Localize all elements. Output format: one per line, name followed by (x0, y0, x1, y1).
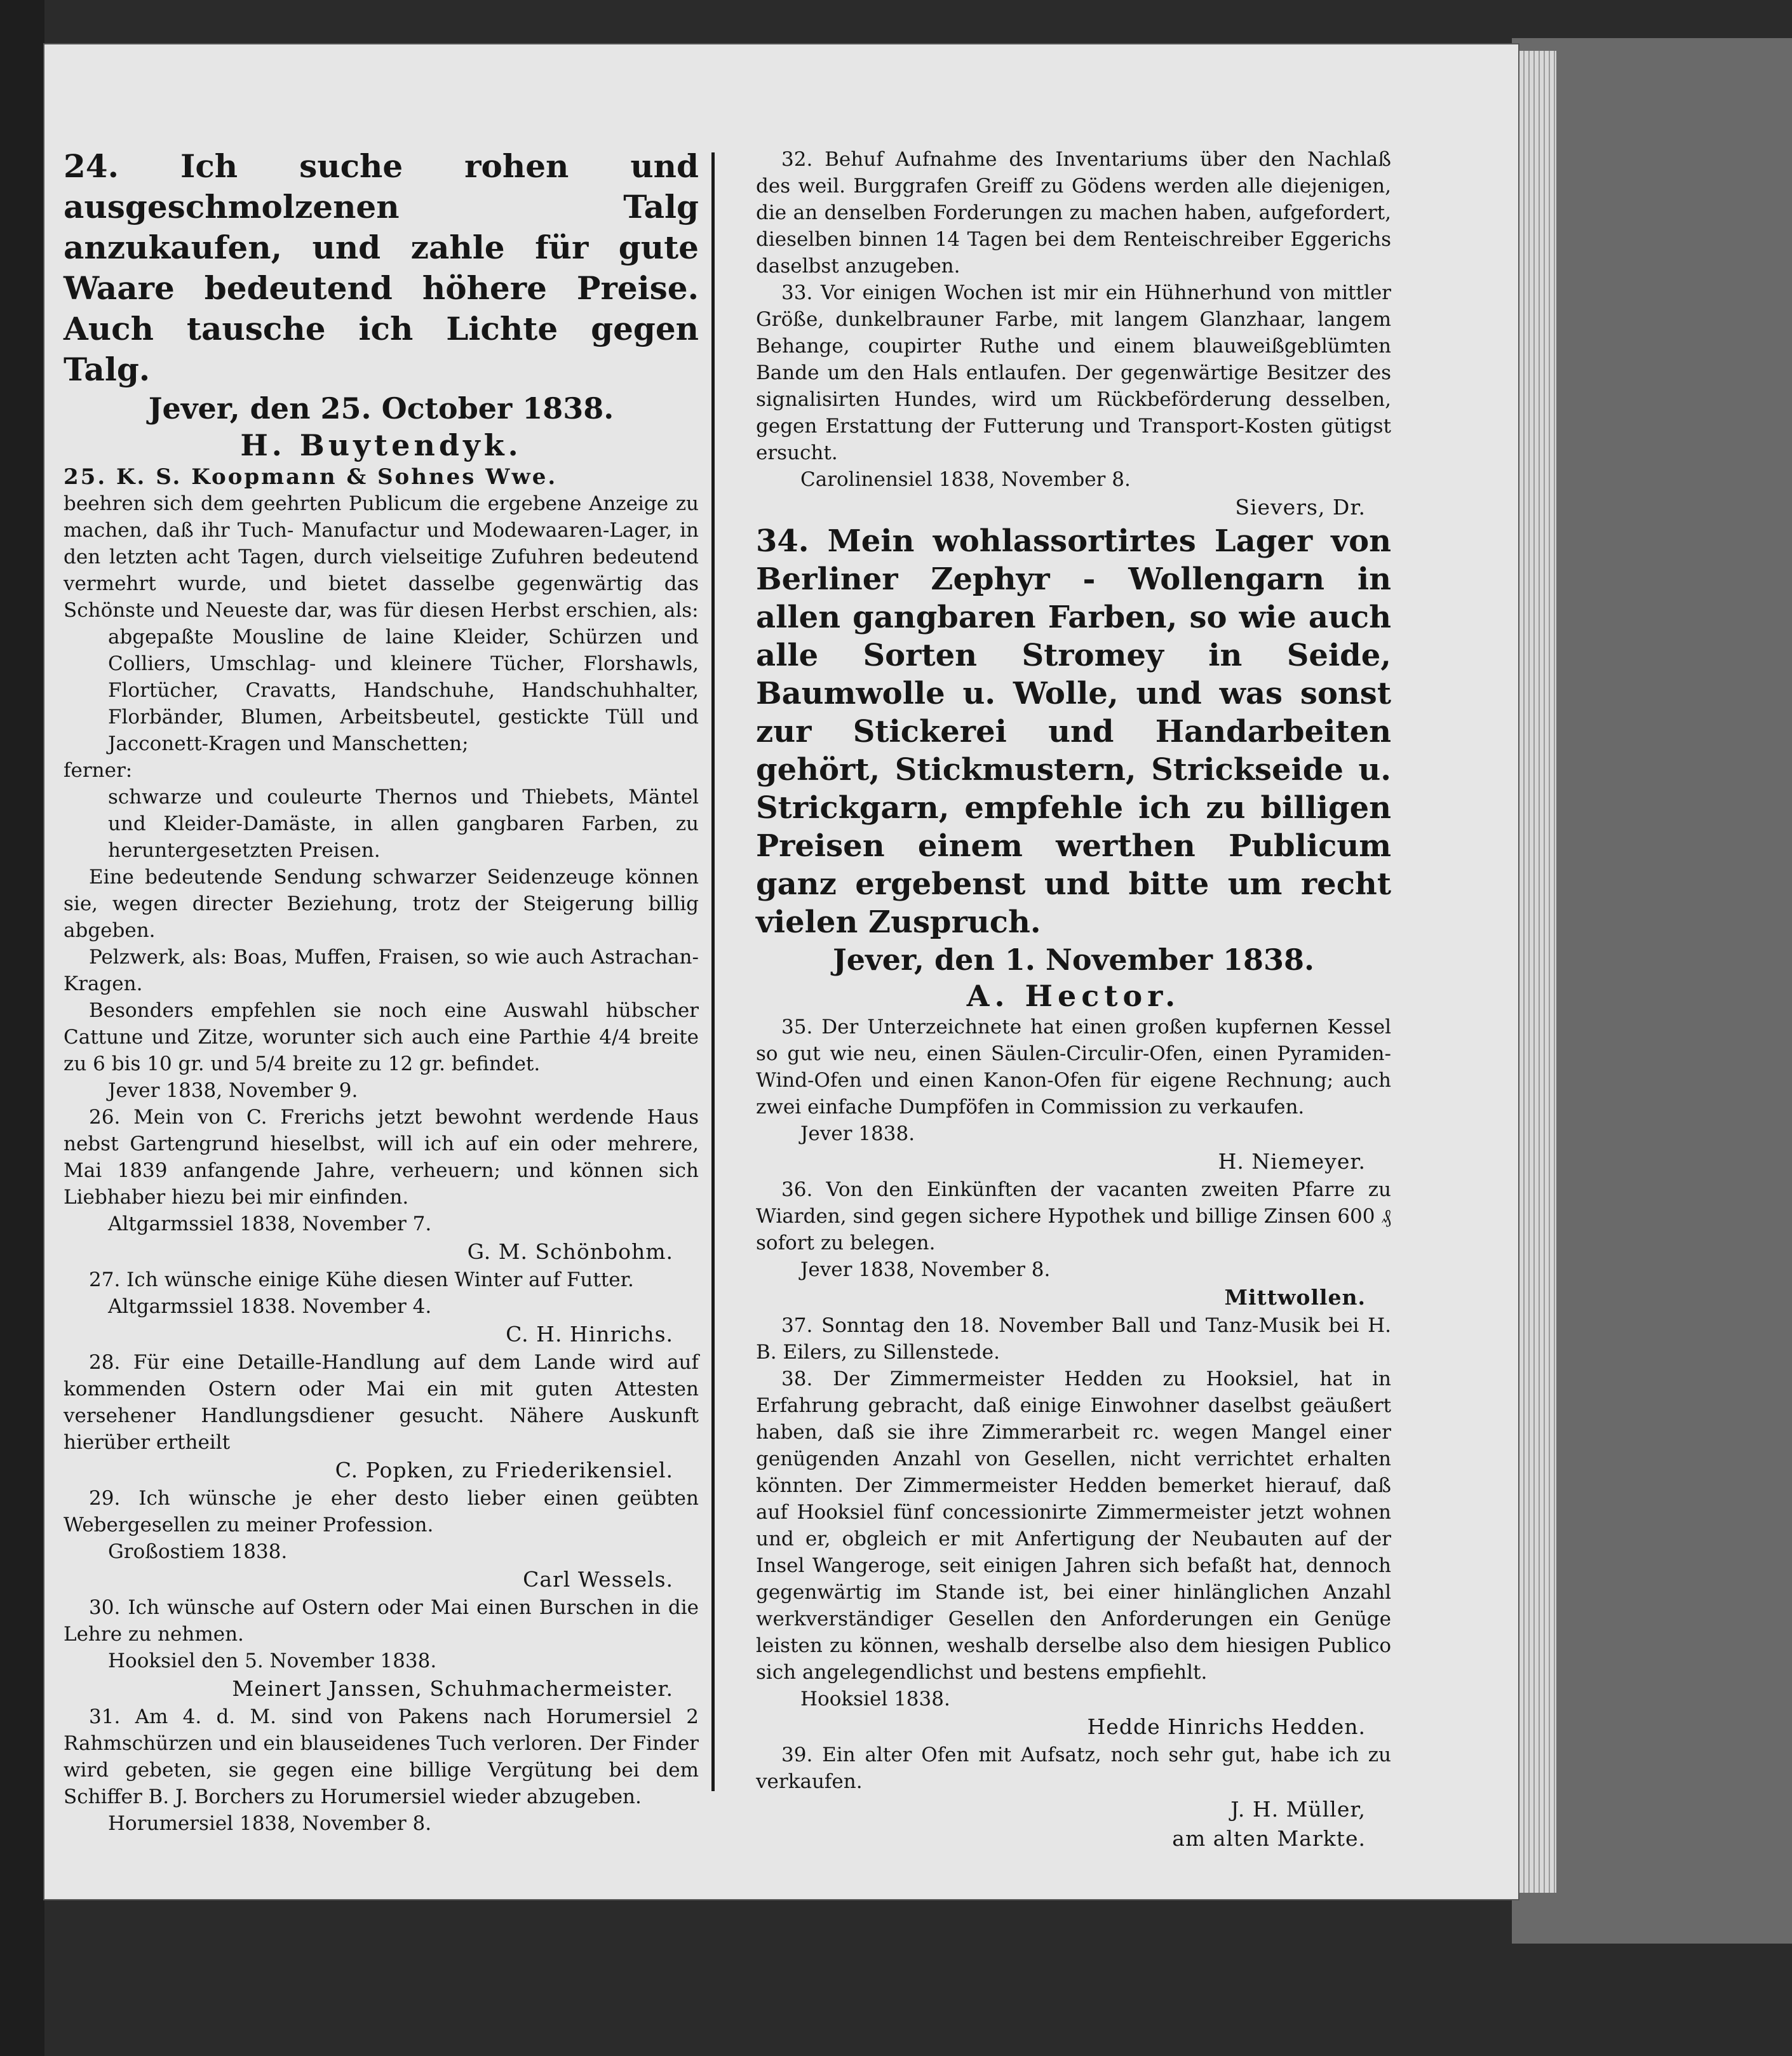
ad-25-para-4: Besonders empfehlen sie noch eine Auswahl hübscher Cattune und Zitze, worunter sich auch eine Parthie 4/4 breite zu 6 bis 10 gr. und 5/4 breite zu 12 gr. befindet. (64, 999, 699, 1075)
ad-26-body: 26. Mein von C. Frerichs jetzt bewohnt werdende Haus nebst Gartengrund hieselbst, will ich auf ein oder mehrere, Mai 1839 anfangende Jahre, verheuern; und können sich Liebhaber hiezu bei mir einfinden. (64, 1106, 699, 1209)
ad-37-body: 37. Sonntag den 18. November Ball und Tanz-Musik bei H. B. Eilers, zu Sillenstede. (756, 1314, 1391, 1364)
ad-34-body: 34. Mein wohlassortirtes Lager von Berliner Zephyr - Wollengarn in allen gangbaren Farben, so wie auch alle Sorten Stromey in Seide, Baumwolle u. Wolle, und was sonst zur Stickerei und Handarbeiten gehört, Stickmustern, Strickseide u. Strickgarn, empfehle ich zu billigen Preisen einem werthen Publicum ganz ergebenst und bitte um recht vielen Zuspruch. (756, 523, 1391, 940)
ad-25-ferner: ferner: (64, 759, 133, 782)
ad-30-date: Hooksiel den 5. November 1838. (108, 1650, 437, 1672)
ad-38-date: Hooksiel 1838. (800, 1688, 950, 1710)
ad-35-date: Jever 1838. (800, 1122, 915, 1145)
ad-25-list-2: schwarze und couleurte Thernos und Thiebets, Mäntel und Kleider-Damäste, in allen gangbaren Farben, zu heruntergesetzten Preisen. (108, 786, 699, 862)
ad-25-para-3: Pelzwerk, als: Boas, Muffen, Fraisen, so wie auch Astrachan-Kragen. (64, 946, 699, 995)
ad-26-date: Altgarmssiel 1838, November 7. (108, 1213, 432, 1235)
ad-24-sign: H. Buytendyk. (240, 428, 522, 462)
ad-25-list-1: abgepaßte Mousline de laine Kleider, Schürzen und Colliers, Umschlag- und kleinere Tücher, Florshawls, Flortücher, Cravatts, Handschuhe, Handschuhhalter, Florbänder, Blumen, Arbeitsbeutel, gestickte Tüll und Jacconett-Kragen und Manschetten; (108, 626, 699, 755)
ad-24-date: Jever, den 25. October 1838. (148, 391, 614, 426)
ad-32-body: 32. Behuf Aufnahme des Inventariums über den Nachlaß des weil. Burggrafen Greiff zu Gödens werden alle diejenigen, die an denselben Forderungen zu machen haben, aufgefordert, dieselben binnen 14 Tagen bei dem Renteischreiber Eggerichs daselbst anzugeben. (756, 148, 1391, 278)
ad-24-text: 24. Ich suche rohen und ausgeschmolzenen Talg anzukaufen, und zahle für gute Waare bedeutend höhere Preise. Auch tausche ich Lichte gegen Talg. (64, 147, 699, 388)
ad-29-body: 29. Ich wünsche je eher desto lieber einen geübten Webergesellen zu meiner Profession. (64, 1487, 699, 1536)
ad-30-body: 30. Ich wünsche auf Ostern oder Mai einen Burschen in die Lehre zu nehmen. (64, 1596, 699, 1646)
ad-25-para-2: Eine bedeutende Sendung schwarzer Seidenzeuge können sie, wegen directer Beziehung, trotz der Steigerung billig abgeben. (64, 866, 699, 942)
ad-25-head: 25. K. S. Koopmann & Sohnes Wwe. (64, 464, 558, 490)
ad-39-body: 39. Ein alter Ofen mit Aufsatz, noch sehr gut, habe ich zu verkaufen. (756, 1744, 1391, 1793)
ad-39-sign-2: am alten Markte. (1172, 1826, 1366, 1851)
ad-27-date: Altgarmssiel 1838. November 4. (108, 1295, 432, 1318)
ad-34-date: Jever, den 1. November 1838. (833, 943, 1314, 977)
ad-36-date: Jever 1838, November 8. (800, 1258, 1051, 1281)
left-page-edge (0, 0, 44, 2056)
left-column (64, 146, 699, 1837)
column-rule (711, 152, 715, 1791)
ad-33-date: Carolinensiel 1838, November 8. (800, 468, 1131, 491)
ad-29-sign: Carl Wessels. (523, 1567, 673, 1592)
right-column (756, 146, 1391, 1853)
ad-39-sign: J. H. Müller, (1230, 1797, 1366, 1822)
ad-36-body: 36. Von den Einkünften der vacanten zweiten Pfarre zu Wiarden, sind gegen sichere Hypothek und billige Zinsen 600 ₰ sofort zu belegen. (756, 1178, 1391, 1254)
newspaper-page (44, 44, 1518, 1899)
ad-25-body: beehren sich dem geehrten Publicum die ergebene Anzeige zu machen, daß ihr Tuch- Manufactur und Modewaaren-Lager, in den letzten acht Tagen, durch vielseitige Zufuhren bedeutend vermehrt wurde, und bietet dasselbe gegenwärtig das Schönste und Neueste dar, was für diesen Herbst erschien, als: (64, 492, 699, 622)
ad-36-sign: Mittwollen. (1224, 1285, 1366, 1310)
ad-29-date: Großostiem 1838. (108, 1540, 288, 1563)
ad-35-body: 35. Der Unterzeichnete hat einen großen kupfernen Kessel so gut wie neu, einen Säulen-Circulir-Ofen, einen Pyramiden-Wind-Ofen und einen Kanon-Ofen für eigene Rechnung; auch zwei einfache Dumpföfen in Commission zu verkaufen. (756, 1016, 1391, 1119)
ad-35-sign: H. Niemeyer. (1218, 1149, 1366, 1174)
ad-31-body: 31. Am 4. d. M. sind von Pakens nach Horumersiel 2 Rahmschürzen und ein blauseidenes Tuch verloren. Der Finder wird gebeten, sie gegen eine billige Vergütung bei dem Schiffer B. J. Borchers zu Horumersiel wieder abzugeben. (64, 1705, 699, 1808)
ad-38-sign: Hedde Hinrichs Hedden. (1087, 1714, 1366, 1739)
ad-31-date: Horumersiel 1838, November 8. (108, 1812, 432, 1835)
ad-25-date: Jever 1838, November 9. (108, 1079, 358, 1102)
ad-33-sign: Sievers, Dr. (1235, 495, 1366, 520)
ad-27-body: 27. Ich wünsche einige Kühe diesen Winter auf Futter. (89, 1268, 634, 1291)
ad-26-sign: G. M. Schönbohm. (467, 1239, 673, 1264)
ad-30-sign: Meinert Janssen, Schuhmachermeister. (232, 1676, 673, 1701)
ad-38-body: 38. Der Zimmermeister Hedden zu Hooksiel, hat in Erfahrung gebracht, daß einige Einwohner daselbst geäußert haben, daß sie ihre Zimmerarbeit rc. wegen Mangel einer genügenden Anzahl von Gesellen, nicht verrichtet erhalten könnten. Der Zimmermeister Hedden bemerket hierauf, daß auf Hooksiel fünf concessionirte Zimmermeister jetzt wohnen und er, obgleich er mit Anfertigung der Neubauten auf der Insel Wangeroge, seit einigen Jahren sich befaßt hat, dennoch gegenwärtig im Stande ist, bei einer hinlänglichen Anzahl werkverständiger Gesellen den Anforderungen ein Genüge leisten zu können, weshalb derselbe also dem hiesigen Publico sich angelegendlichst und bestens empfiehlt. (756, 1367, 1391, 1684)
ad-33-body: 33. Vor einigen Wochen ist mir ein Hühnerhund von mittler Größe, dunkelbrauner Farbe, mit langem Glanzhaar, langem Behange, coupirter Ruthe und einem blauweißgeblümten Bande um den Hals entlaufen. Der gegenwärtige Besitzer des signalisirten Hundes, wird um Rückbeförderung desselben, gegen Erstattung der Futterung und Transport-Kosten gütigst ersucht. (756, 281, 1391, 464)
ad-28-body: 28. Für eine Detaille-Handlung auf dem Lande wird auf kommenden Ostern oder Mai ein mit guten Attesten versehener Handlungsdiener gesucht. Nähere Auskunft hierüber ertheilt (64, 1351, 699, 1454)
ad-27-sign: C. H. Hinrichs. (506, 1322, 673, 1347)
ad-34-sign: A. Hector. (966, 979, 1181, 1013)
ad-28-sign: C. Popken, zu Friederikensiel. (335, 1458, 673, 1482)
